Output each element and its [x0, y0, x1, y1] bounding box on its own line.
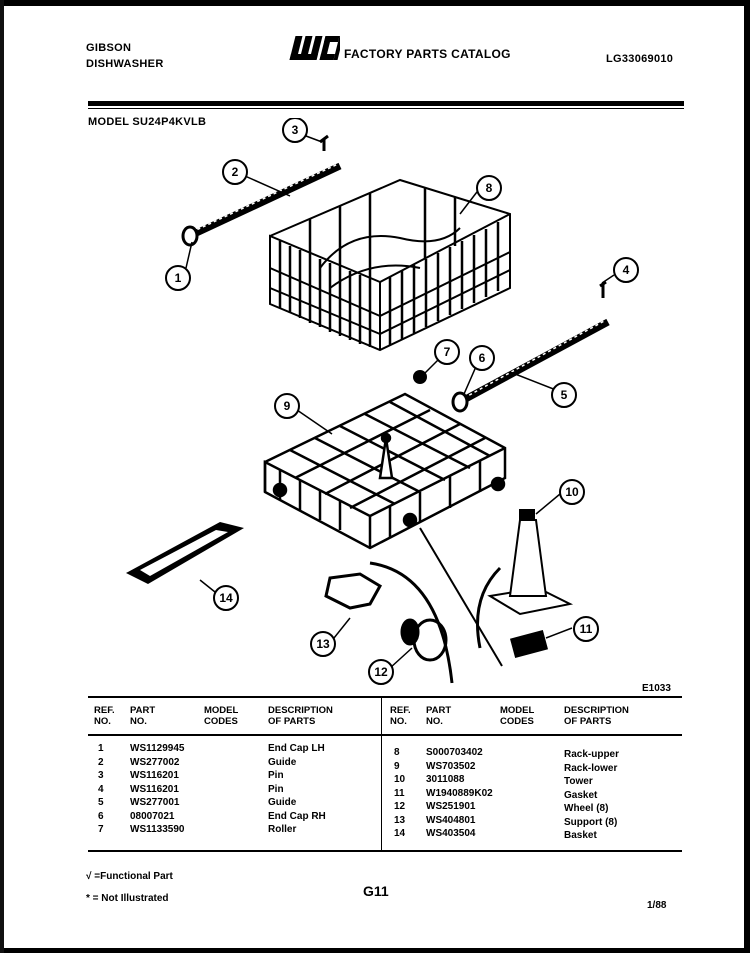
functional-part-note: √ =Functional Part — [86, 871, 173, 882]
catalog-title: FACTORY PARTS CATALOG — [344, 47, 511, 61]
scan-border-left — [0, 0, 4, 953]
left-guide-rail — [183, 164, 340, 245]
svg-text:14: 14 — [219, 591, 233, 605]
header-model-left: MODEL CODES — [204, 705, 239, 727]
svg-text:9: 9 — [283, 399, 291, 413]
svg-text:7: 7 — [443, 345, 451, 359]
wci-logo — [288, 34, 340, 66]
callout-12 — [369, 660, 393, 684]
header-desc-right: DESCRIPTION OF PARTS — [564, 705, 629, 727]
right-desc-column: Rack-upper Rack-lower Tower Gasket Wheel (8) Support (8) Basket — [564, 749, 620, 841]
svg-text:1: 1 — [174, 271, 182, 285]
left-desc-column: End Cap LH Guide Pin Pin Guide End Cap RH Roller — [268, 743, 326, 835]
upper-rack — [270, 180, 510, 350]
svg-text:3: 3 — [291, 123, 299, 137]
svg-text:5: 5 — [560, 388, 568, 402]
callout-13 — [311, 632, 335, 656]
header-model-right: MODEL CODES — [500, 705, 535, 727]
page-number: G11 — [363, 883, 389, 899]
catalog-date: 1/88 — [647, 900, 667, 911]
scan-border-right — [744, 0, 750, 953]
svg-text:13: 13 — [316, 637, 330, 651]
not-illustrated-note: * = Not Illustrated — [86, 893, 169, 904]
svg-text:6: 6 — [478, 351, 486, 365]
scan-border-top — [0, 0, 750, 6]
gasket-part — [510, 630, 548, 658]
table-center-divider — [381, 696, 382, 852]
header-ref-left: REF. NO. — [94, 705, 115, 727]
left-ref-column: 1 2 3 4 5 6 7 — [98, 743, 104, 835]
header-rule-thick — [88, 101, 684, 106]
table-top-rule — [88, 696, 682, 698]
tower-part — [490, 510, 570, 614]
callout-11 — [574, 617, 598, 641]
callout-2 — [223, 160, 247, 184]
svg-text:12: 12 — [374, 665, 388, 679]
right-ref-column: 8 9 10 11 12 13 14 — [394, 747, 406, 839]
callout-8 — [477, 176, 501, 200]
left-part-column: WS1129945 WS277002 WS116201 WS116201 WS277001 08007021 WS1133590 — [130, 743, 185, 835]
scan-border-bottom — [0, 948, 750, 953]
header-rule-thin — [88, 108, 684, 109]
svg-text:10: 10 — [565, 485, 579, 499]
parts-table — [88, 696, 682, 854]
callout-6 — [470, 346, 494, 370]
model-number: MODEL SU24P4KVLB — [88, 116, 207, 128]
table-header-rule — [88, 734, 682, 736]
header-part-right: PART NO. — [426, 705, 452, 727]
right-part-column: S000703402 WS703502 3011088 W1940889K02 WS251901 WS404801 WS403504 — [426, 747, 493, 839]
callout-1 — [166, 266, 190, 290]
svg-text:4: 4 — [622, 263, 630, 277]
product-type: DISHWASHER — [86, 58, 164, 70]
header-part-left: PART NO. — [130, 705, 156, 727]
support-part — [326, 574, 380, 608]
svg-text:2: 2 — [231, 165, 239, 179]
callout-4 — [614, 258, 638, 282]
pin-part — [320, 136, 328, 151]
brand-name: GIBSON — [86, 42, 132, 54]
figure-code: E1033 — [642, 683, 671, 694]
catalog-code: LG33069010 — [606, 53, 674, 65]
exploded-parts-diagram — [80, 118, 690, 688]
callout-10 — [560, 480, 584, 504]
table-bottom-rule — [88, 850, 682, 852]
header-ref-right: REF. NO. — [390, 705, 411, 727]
svg-text:11: 11 — [579, 622, 593, 636]
callout-3 — [283, 118, 307, 142]
callout-9 — [275, 394, 299, 418]
callout-7 — [435, 340, 459, 364]
svg-text:8: 8 — [485, 181, 493, 195]
callout-14 — [214, 586, 238, 610]
lower-rack — [265, 394, 505, 548]
basket-part — [126, 522, 244, 584]
header-desc-left: DESCRIPTION OF PARTS — [268, 705, 333, 727]
callout-5 — [552, 383, 576, 407]
pin-part-right — [600, 282, 606, 298]
